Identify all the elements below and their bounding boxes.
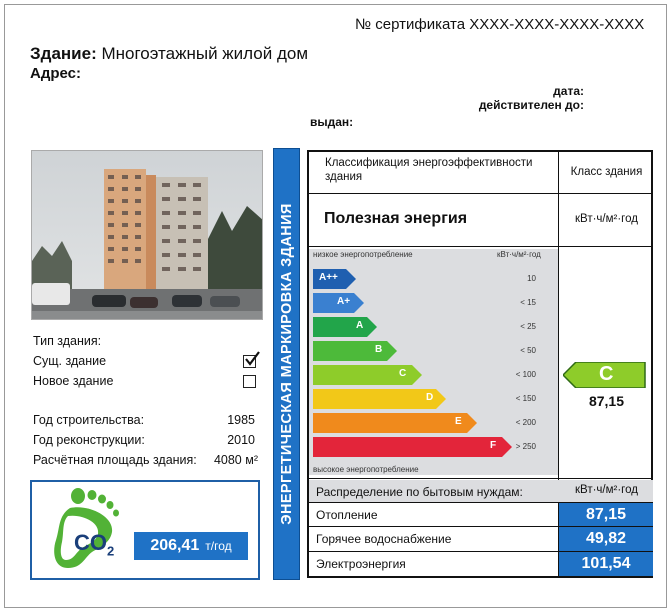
- area-value: 4080 м²: [213, 453, 258, 467]
- existing-building-label: Сущ. здание: [33, 354, 107, 368]
- electricity-label: Электроэнергия: [316, 557, 406, 571]
- class-arrow-f: [313, 437, 512, 462]
- building-type-label: Тип здания:: [33, 334, 102, 348]
- class-arrow-e: [313, 413, 477, 438]
- class-limit: > 250: [515, 442, 536, 451]
- building-photo: [31, 150, 263, 320]
- current-class-value: 87,15: [588, 393, 625, 409]
- class-label: A+: [337, 296, 351, 307]
- class-label: A: [356, 320, 364, 331]
- side-title: ЭНЕРГЕТИЧЕСКАЯ МАРКИРОВКА ЗДАНИЯ: [279, 203, 295, 525]
- useful-energy-unit: кВт·ч/м²·год: [575, 213, 638, 225]
- building-line: [30, 44, 308, 64]
- address-label: Адрес:: [30, 65, 81, 82]
- class-arrow-a: [313, 317, 377, 342]
- class-label: A++: [319, 272, 338, 283]
- building-value: Многоэтажный жилой дом: [101, 44, 309, 63]
- electricity-value: 101,54: [559, 552, 653, 576]
- current-class-letter: C: [599, 363, 614, 385]
- class-arrow-b: [313, 341, 397, 366]
- class-header: Класс здания: [570, 166, 643, 178]
- class-label: B: [375, 344, 383, 355]
- certificate-number: № сертификата XXXX-XXXX-XXXX-XXXX: [355, 16, 645, 33]
- class-arrow-a-plus: [313, 293, 364, 318]
- year-reconstructed-value: 2010: [227, 433, 255, 447]
- class-label: C: [399, 368, 407, 379]
- year-built-label: Год строительства:: [33, 413, 145, 427]
- heating-value: 87,15: [559, 503, 653, 526]
- class-label: E: [455, 416, 462, 427]
- class-limit: < 150: [515, 394, 536, 403]
- classification-header: Классификация энергоэффективности здания: [325, 157, 533, 183]
- class-arrow-a-plus-plus: [313, 269, 356, 294]
- class-label: F: [490, 440, 497, 451]
- co2-value: 206,41: [150, 537, 200, 554]
- table-divider: [309, 193, 653, 194]
- distribution-unit: кВт·ч/м²·год: [575, 484, 638, 496]
- scale-unit-label: кВт·ч/м²·год: [497, 250, 541, 259]
- class-label: D: [426, 392, 434, 403]
- area-label: Расчётная площадь здания:: [33, 453, 197, 467]
- hot-water-label: Горячее водоснабжение: [316, 532, 452, 546]
- address-line: [30, 65, 81, 82]
- useful-energy-label: Полезная энергия: [324, 210, 468, 227]
- class-arrow-d: [313, 389, 446, 414]
- existing-building-checkbox[interactable]: [243, 355, 256, 368]
- building-label: Здание:: [30, 44, 97, 63]
- table-divider: [558, 246, 653, 247]
- co2-label: [74, 530, 114, 558]
- co2-value-badge: [134, 532, 248, 560]
- co2-subscript: 2: [107, 543, 115, 559]
- class-arrow-c: [313, 365, 422, 390]
- low-consumption-label: низкое энергопотребление: [313, 250, 413, 259]
- class-limit: < 200: [515, 418, 536, 427]
- co2-unit: т/год: [205, 539, 232, 553]
- new-building-checkbox[interactable]: [243, 375, 256, 388]
- date-label: дата:: [553, 84, 584, 98]
- class-limit: < 50: [520, 346, 536, 355]
- current-class-indicator: [563, 362, 647, 388]
- table-divider: [309, 478, 653, 479]
- class-limit: < 100: [515, 370, 536, 379]
- new-building-label: Новое здание: [33, 374, 114, 388]
- year-built-value: 1985: [227, 413, 255, 427]
- class-limit: 10: [527, 274, 536, 283]
- high-consumption-label: высокое энергопотребление: [313, 465, 419, 474]
- heating-label: Отопление: [316, 508, 378, 522]
- year-reconstructed-label: Год реконструкции:: [33, 433, 145, 447]
- class-limit: < 25: [520, 322, 536, 331]
- hot-water-value: 49,82: [559, 527, 653, 551]
- issued-label: выдан:: [310, 115, 354, 129]
- checkmark-icon: [243, 350, 260, 367]
- class-limit: < 15: [520, 298, 536, 307]
- co2-text: CO: [74, 530, 107, 555]
- distribution-header: Распределение по бытовым нуждам:: [316, 485, 523, 499]
- table-divider: [309, 246, 558, 247]
- valid-until-label: действителен до:: [478, 98, 584, 112]
